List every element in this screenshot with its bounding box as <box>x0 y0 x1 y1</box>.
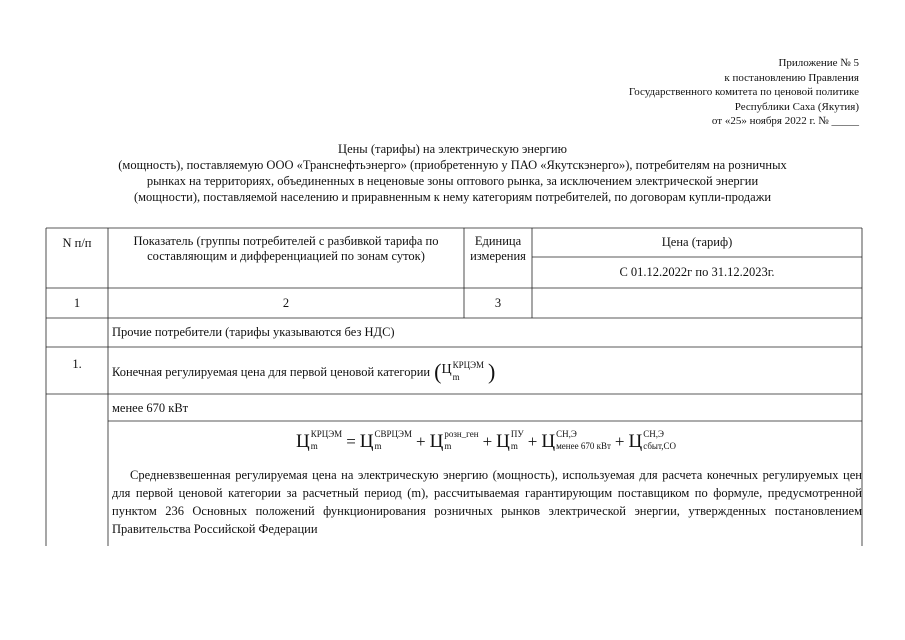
col-number-1: 1 <box>73 296 81 310</box>
formula-plus: + <box>527 432 538 451</box>
appendix-line: от «25» ноября 2022 г. № _____ <box>711 115 859 127</box>
appendix-line: Республики Саха (Якутия) <box>734 100 859 113</box>
col-number-2: 2 <box>282 296 290 310</box>
title-line: (мощности), поставляемой населению и приравненным к нему категориям потребителей, по договорам купли-продажи <box>133 190 772 204</box>
formula-plus: + <box>415 432 426 451</box>
appendix-line: к постановлению Правления <box>724 71 859 84</box>
row1-label-cell <box>112 357 852 387</box>
header-period: С 01.12.2022г по 31.12.2023г. <box>619 265 775 279</box>
header-unit: Единица измерения <box>470 234 526 263</box>
formula-plus: + <box>614 432 625 451</box>
formula-lhs: Ц КРЦЭМ m <box>296 429 343 452</box>
title-line: Цены (тарифы) на электрическую энергию <box>338 142 567 156</box>
row1-symbol <box>441 362 484 382</box>
appendix-line: Государственного комитета по ценовой политике <box>628 86 859 98</box>
formula-term-3: Ц ПУ m <box>496 429 524 452</box>
header-price: Цена (тариф) <box>661 235 733 249</box>
title-line: рынках на территориях, объединенных в неценовые зоны оптового рынка, за исключением электрической энергии <box>146 174 759 188</box>
formula-term-4: Ц СН,Э менее 670 кВт <box>541 429 611 452</box>
row-less-670: менее 670 кВт <box>112 401 189 415</box>
row1-label: Конечная регулируемая цена для первой ценовой категории <box>112 364 431 379</box>
formula-term-1: Ц СВРЦЭМ m <box>359 429 412 452</box>
formula-term-2: Ц розн_ген m <box>429 429 479 452</box>
row1-symbol-base: Ц <box>441 362 452 377</box>
formula-term-5: Ц СН,Э сбыт,СО <box>628 429 676 452</box>
row1-paren-open: ( <box>434 359 442 384</box>
col-number-3: 3 <box>494 296 502 310</box>
title-line: (мощность), поставляемую ООО «Транснефтьэнерго» (приобретенную у ПАО «Якутскэнерго»), потребителям на розничных <box>118 158 787 172</box>
row1-symbol-sup: КРЦЭМ <box>452 360 485 370</box>
row-other-consumers: Прочие потребители (тарифы указываются без НДС) <box>112 325 395 339</box>
row1-paren-close: ) <box>488 359 496 384</box>
header-num: N п/п <box>62 236 92 250</box>
formula-eq: = <box>346 432 356 451</box>
row1-number: 1. <box>72 357 82 371</box>
row1-symbol-sub: m <box>452 372 460 382</box>
price-formula <box>110 425 862 459</box>
formula-plus: + <box>482 432 493 451</box>
header-indicator: Показатель (группы потребителей с разбивкой тарифа по составляющим и дифференциацией по зонам суток) <box>133 234 439 263</box>
appendix-line: Приложение № 5 <box>778 57 859 69</box>
formula-explanation: Средневзвешенная регулируемая цена на электрическую энергию (мощность), используемая для расчета конечных регулируемых цен для первой ценовой категории за расчетный период (m), рассчитываемая гарантирующим поставщиком по формуле, предусмотренной пунктом 236 Основных положений функционирования розничных рынков электрической энергии, утвержденных постановлением Правительства Российской Федерации <box>112 468 862 536</box>
